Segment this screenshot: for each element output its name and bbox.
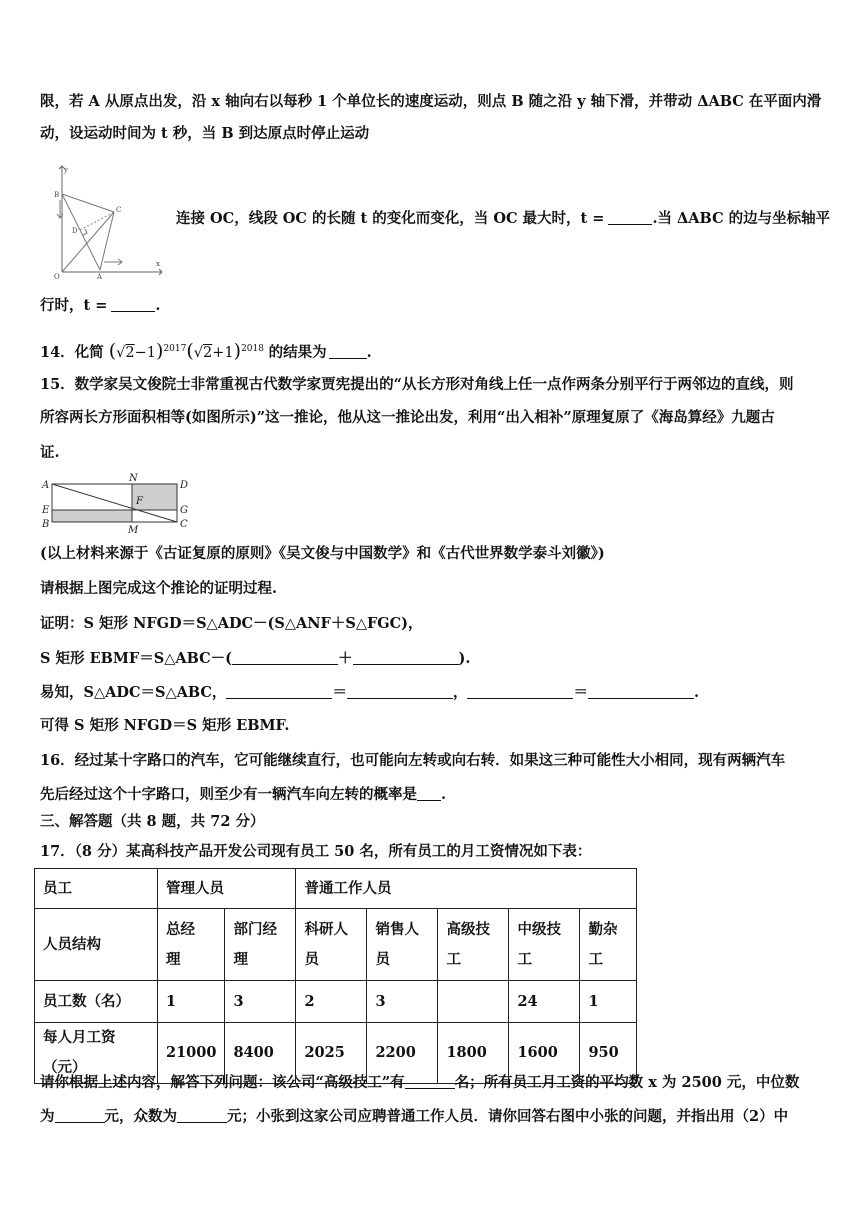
q17-after-2b: 元，众数为 [104, 1108, 177, 1125]
header-structure: 人员结构 [35, 909, 158, 981]
header-ordinary: 普通工作人员 [296, 869, 637, 909]
q17-after-line2 [40, 1107, 788, 1127]
q14-suffix: 的结果为 [268, 343, 327, 361]
q17-blank-mode [177, 1108, 227, 1123]
q15-line3: 证. [40, 444, 60, 461]
q17-intro: 17．（8 分）某高科技产品开发公司现有员工 50 名，所有员工的月工资情况如下表： [40, 843, 592, 860]
q15-proof-blank-5 [467, 684, 573, 699]
q15-proof-2-c: ). [458, 650, 471, 667]
rectangle-figure [36, 472, 198, 534]
wage-cell: 2025 [296, 1023, 367, 1084]
q15-proof-1: 证明：S 矩形 NFGD＝S△ADC－(S△ANF＋S△FGC)， [40, 615, 423, 632]
role-line-2: 理 [166, 950, 181, 968]
q17-after-1a: 请你根据上述内容，解答下列问题：该公司“高级技工”有 [40, 1074, 405, 1091]
q16-line2 [40, 785, 446, 805]
q14-exponent-2: 2018 [241, 344, 264, 354]
wage-cell: 950 [580, 1023, 637, 1084]
q15-proof-3-eq1: ＝ [332, 684, 347, 701]
role-line-1: 中级技 [517, 920, 561, 938]
role-cell [296, 909, 367, 981]
count-cell: 1 [158, 981, 225, 1023]
label-a: A [97, 273, 103, 280]
q15-source: (以上材料来源于《古证复原的原则》《吴文俊与中国数学》和《古代世界数学泰斗刘徽》) [40, 545, 605, 562]
label-d: D [72, 227, 78, 235]
q13-question-line [176, 209, 830, 229]
row-label-wage: 每人月工资（元） [35, 1023, 158, 1084]
role-line-2: 工 [446, 950, 461, 968]
q15-proof-blank-6 [588, 684, 694, 699]
q16-line2-text: 先后经过这个十字路口，则至少有一辆汽车向左转的概率是 [40, 786, 417, 803]
q15-instruction: 请根据上图完成这个推论的证明过程. [40, 580, 278, 597]
q16-answer-blank [417, 786, 441, 801]
q16-line2-end: . [441, 786, 447, 803]
q15-proof-3-a: 易知，S△ADC＝S△ABC， [40, 684, 227, 701]
q15-proof-blank-3 [226, 684, 332, 699]
q14-expression: $(√2-1)^{2017}(√2+1)^{2018}$ [108, 339, 264, 362]
q15-proof-blank-2 [353, 650, 459, 665]
role-cell [225, 909, 296, 981]
q13-text-b: .当 ΔABC 的边与坐标轴平 [652, 210, 831, 227]
role-line-2: 理 [233, 950, 248, 968]
q13-text-c-end: . [155, 297, 161, 314]
role-line-1: 高级技 [446, 920, 490, 938]
role-cell [367, 909, 438, 981]
label-g: G [180, 505, 188, 516]
wage-cell: 1600 [509, 1023, 580, 1084]
right-angle-mark [83, 229, 87, 235]
role-line-2: 工 [517, 950, 532, 968]
rect-ebmf [52, 510, 132, 522]
label-b: B [42, 519, 50, 530]
row-label-count: 员工数（名） [35, 981, 158, 1023]
label-m: M [128, 525, 139, 534]
label-c: C [116, 206, 122, 214]
q15-line1: 15．数学家吴文俊院士非常重视古代数学家贾宪提出的“从长方形对角线上任一点作两条分别平行于两邻边的直线，则 [40, 376, 794, 393]
q17-after-line1 [40, 1073, 799, 1093]
count-cell: 2 [296, 981, 367, 1023]
count-cell: 24 [509, 981, 580, 1023]
label-x: x [156, 260, 160, 268]
q13-line2: 动，设运动时间为 t 秒，当 B 到达原点时停止运动 [40, 125, 370, 142]
role-cell [158, 909, 225, 981]
label-e: E [42, 505, 50, 516]
q17-blank-median [55, 1108, 105, 1123]
segment-dc [80, 212, 114, 230]
role-line-1: 科研人 [304, 920, 348, 938]
q13-text-c: 行时，t = [40, 297, 108, 314]
q15-proof-blank-1 [232, 650, 338, 665]
label-c: C [180, 519, 188, 530]
q15-proof-3-comma: ， [452, 684, 468, 701]
q13-text-a: 连接 OC，线段 OC 的长随 t 的变化而变化，当 OC 最大时，t = [176, 210, 605, 227]
label-o: O [54, 273, 60, 280]
q15-proof-2-a: S 矩形 EBMF＝S△ABC－( [40, 650, 233, 667]
q15-proof-2 [40, 649, 470, 669]
role-line-2: 员 [375, 950, 390, 968]
role-cell [509, 909, 580, 981]
segment-oc [62, 212, 114, 272]
q17-after-1b: 名；所有员工月工资的平均数 x 为 2500 元，中位数 [454, 1074, 800, 1091]
q14-prefix: 14．化简 [40, 343, 104, 361]
q17-blank-senior-count [405, 1074, 455, 1089]
salary-table [34, 868, 637, 1084]
q15-line2: 所容两长方形面积相等(如图所示)”这一推论，他从这一推论出发，利用“出入相补”原理复原了《海岛算经》九题古 [40, 409, 775, 426]
q14-end: . [366, 343, 372, 361]
q15-proof-3-eq2: ＝ [573, 684, 588, 701]
role-cell [438, 909, 509, 981]
count-cell: 1 [580, 981, 637, 1023]
label-f: F [136, 496, 143, 507]
coordinate-figure [52, 162, 168, 280]
section-3-title: 三、解答题（共 8 题，共 72 分） [40, 813, 265, 830]
label-y: y [64, 166, 68, 174]
label-n: N [129, 473, 138, 484]
q17-after-2c: 元；小张到这家公司应聘普通工作人员．请你回答右图中小张的问题，并指出用（2）中 [227, 1108, 789, 1125]
q13-line1: 限，若 A 从原点出发，沿 x 轴向右以每秒 1 个单位长的速度运动，则点 B 随之沿 y 轴下滑，并带动 ΔABC 在平面内滑 [40, 93, 822, 110]
label-a: A [42, 480, 50, 491]
wage-cell: 1800 [438, 1023, 509, 1084]
role-line-1: 部门经 [233, 920, 277, 938]
table-structure-row [35, 909, 637, 981]
q16-line1: 16．经过某十字路口的汽车，它可能继续直行，也可能向左转或向右转．如果这三种可能性大小相同，现有两辆汽车 [40, 752, 786, 769]
q14-answer-blank [329, 344, 367, 359]
count-cell [438, 981, 509, 1023]
header-management: 管理人员 [158, 869, 296, 909]
q13-answer-blank-1 [608, 210, 652, 225]
q15-proof-blank-4 [347, 684, 453, 699]
q13-answer-blank-2 [111, 297, 155, 312]
label-d: D [180, 480, 189, 491]
wage-cell: 8400 [225, 1023, 296, 1084]
q14-exponent-1: 2017 [163, 344, 187, 354]
table-header-row [35, 869, 637, 909]
role-line-2: 员 [304, 950, 319, 968]
wage-cell: 21000 [158, 1023, 225, 1084]
q15-proof-2-b: ＋ [338, 650, 353, 667]
role-line-2: 工 [588, 950, 603, 968]
count-cell: 3 [367, 981, 438, 1023]
q13-answer-line-2 [40, 296, 160, 316]
wage-cell: 2200 [367, 1023, 438, 1084]
q15-proof-4: 可得 S 矩形 NFGD＝S 矩形 EBMF. [40, 717, 290, 734]
q15-proof-3 [40, 683, 699, 703]
role-line-1: 总经 [166, 920, 195, 938]
role-line-1: 销售人 [375, 920, 419, 938]
q15-proof-3-end: . [693, 684, 699, 701]
count-cell: 3 [225, 981, 296, 1023]
q17-after-2a: 为 [40, 1108, 55, 1125]
q14-line [40, 336, 372, 366]
role-line-1: 勤杂 [588, 920, 618, 938]
table-count-row [35, 981, 637, 1023]
label-b: B [54, 191, 60, 199]
role-cell [580, 909, 637, 981]
header-employee: 员工 [35, 869, 158, 909]
